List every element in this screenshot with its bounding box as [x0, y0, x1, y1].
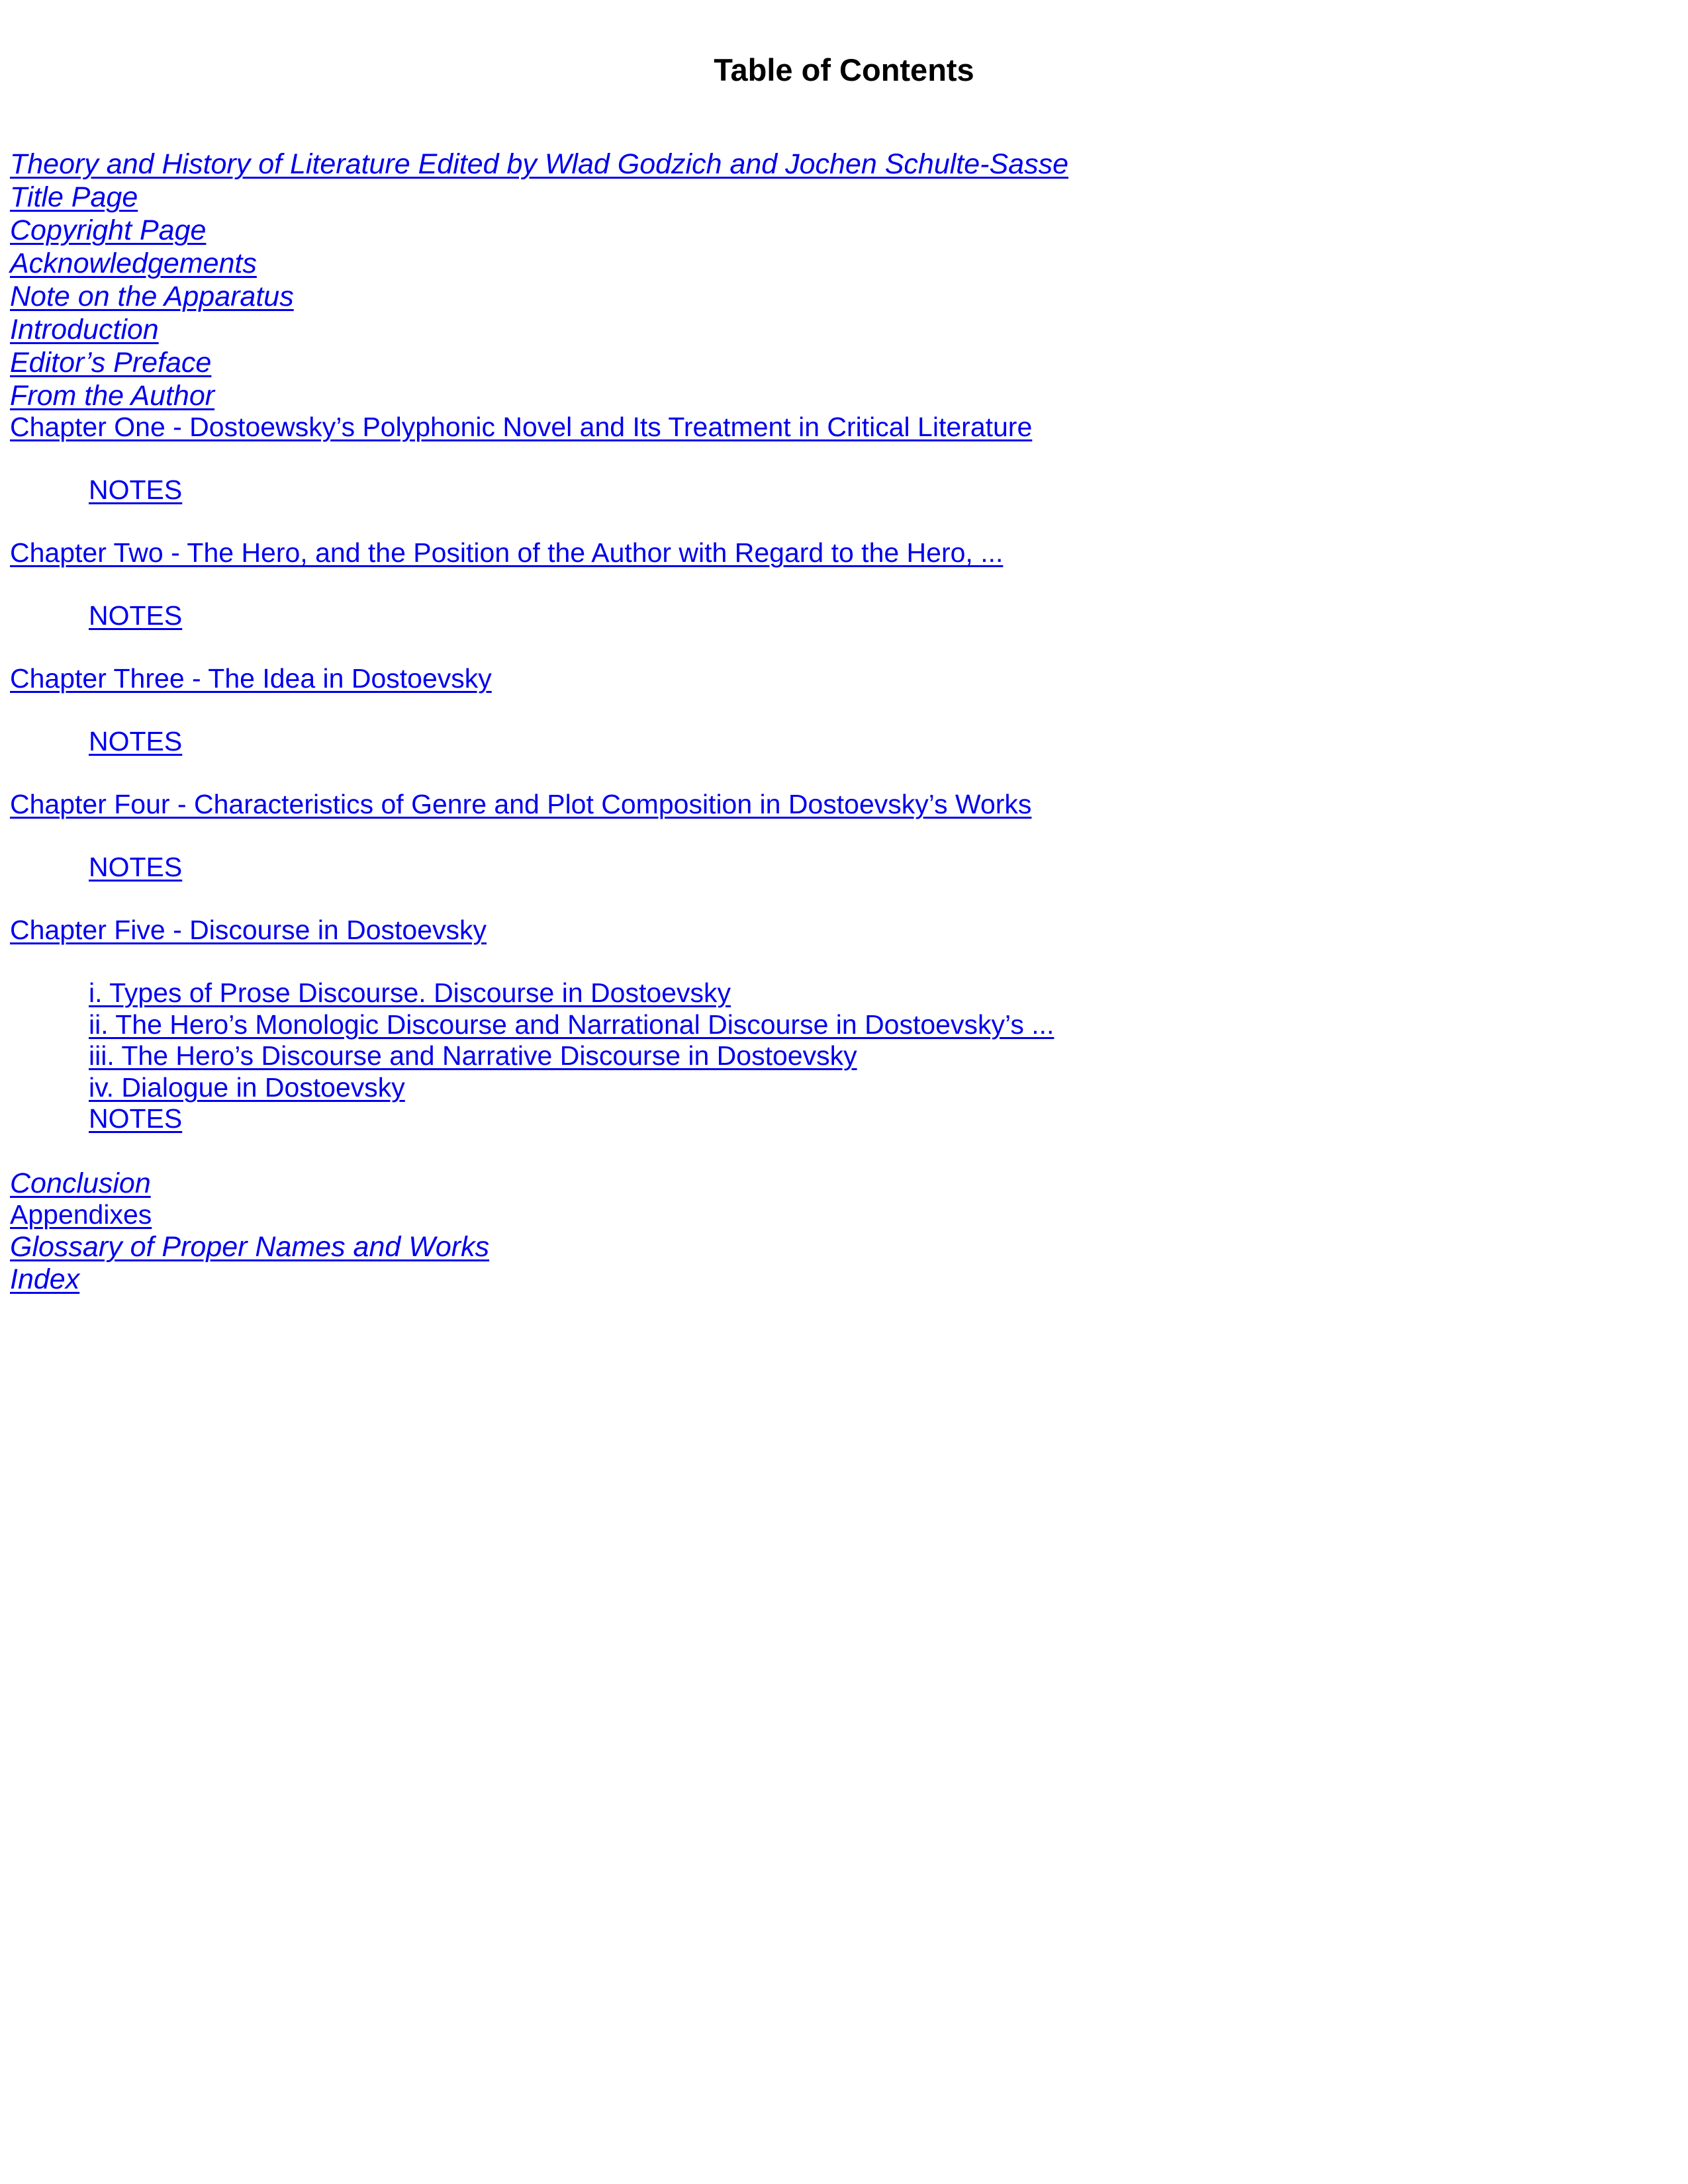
- toc-link-introduction[interactable]: Introduction: [10, 314, 159, 345]
- toc-link-chapter-five-section-i[interactable]: i. Types of Prose Discourse. Discourse in Dostoevsky: [89, 978, 731, 1008]
- toc-link-chapter-one[interactable]: Chapter One - Dostoewsky’s Polyphonic Novel and Its Treatment in Critical Literature: [10, 412, 1033, 442]
- page-title: Table of Contents: [714, 52, 974, 87]
- toc-link-title-page[interactable]: Title Page: [10, 181, 138, 213]
- toc-link-chapter-five-section-iv[interactable]: iv. Dialogue in Dostoevsky: [89, 1072, 405, 1103]
- toc-link-appendixes[interactable]: Appendixes: [10, 1199, 152, 1230]
- toc-link-from-the-author[interactable]: From the Author: [10, 380, 215, 412]
- toc-link-copyright-page[interactable]: Copyright Page: [10, 214, 207, 246]
- toc-link-series-info[interactable]: Theory and History of Literature Edited by Wlad Godzich and Jochen Schulte-Sasse: [10, 148, 1068, 180]
- toc-link-chapter-one-notes[interactable]: NOTES: [89, 475, 183, 505]
- toc-link-editors-preface[interactable]: Editor’s Preface: [10, 347, 212, 379]
- toc-link-chapter-three-notes[interactable]: NOTES: [89, 726, 183, 756]
- toc-link-acknowledgements[interactable]: Acknowledgements: [10, 248, 257, 279]
- toc-link-chapter-two-notes[interactable]: NOTES: [89, 600, 183, 631]
- toc-link-chapter-five-section-iii[interactable]: iii. The Hero’s Discourse and Narrative Discourse in Dostoevsky: [89, 1040, 857, 1071]
- toc-link-chapter-three[interactable]: Chapter Three - The Idea in Dostoevsky: [10, 663, 492, 694]
- toc-link-chapter-four-notes[interactable]: NOTES: [89, 852, 183, 882]
- toc-link-chapter-five[interactable]: Chapter Five - Discourse in Dostoevsky: [10, 915, 487, 945]
- toc-link-chapter-five-notes[interactable]: NOTES: [89, 1103, 183, 1134]
- toc-link-note-on-apparatus[interactable]: Note on the Apparatus: [10, 281, 294, 312]
- toc-link-chapter-five-section-ii[interactable]: ii. The Hero’s Monologic Discourse and Narrational Discourse in Dostoevsky’s ...: [89, 1009, 1055, 1040]
- toc-link-glossary[interactable]: Glossary of Proper Names and Works: [10, 1231, 490, 1263]
- toc-link-conclusion[interactable]: Conclusion: [10, 1167, 151, 1199]
- toc-link-index[interactable]: Index: [10, 1263, 80, 1295]
- toc-link-chapter-two[interactable]: Chapter Two - The Hero, and the Position of the Author with Regard to the Hero, ...: [10, 537, 1004, 568]
- toc-link-chapter-four[interactable]: Chapter Four - Characteristics of Genre and Plot Composition in Dostoevsky’s Works: [10, 789, 1032, 819]
